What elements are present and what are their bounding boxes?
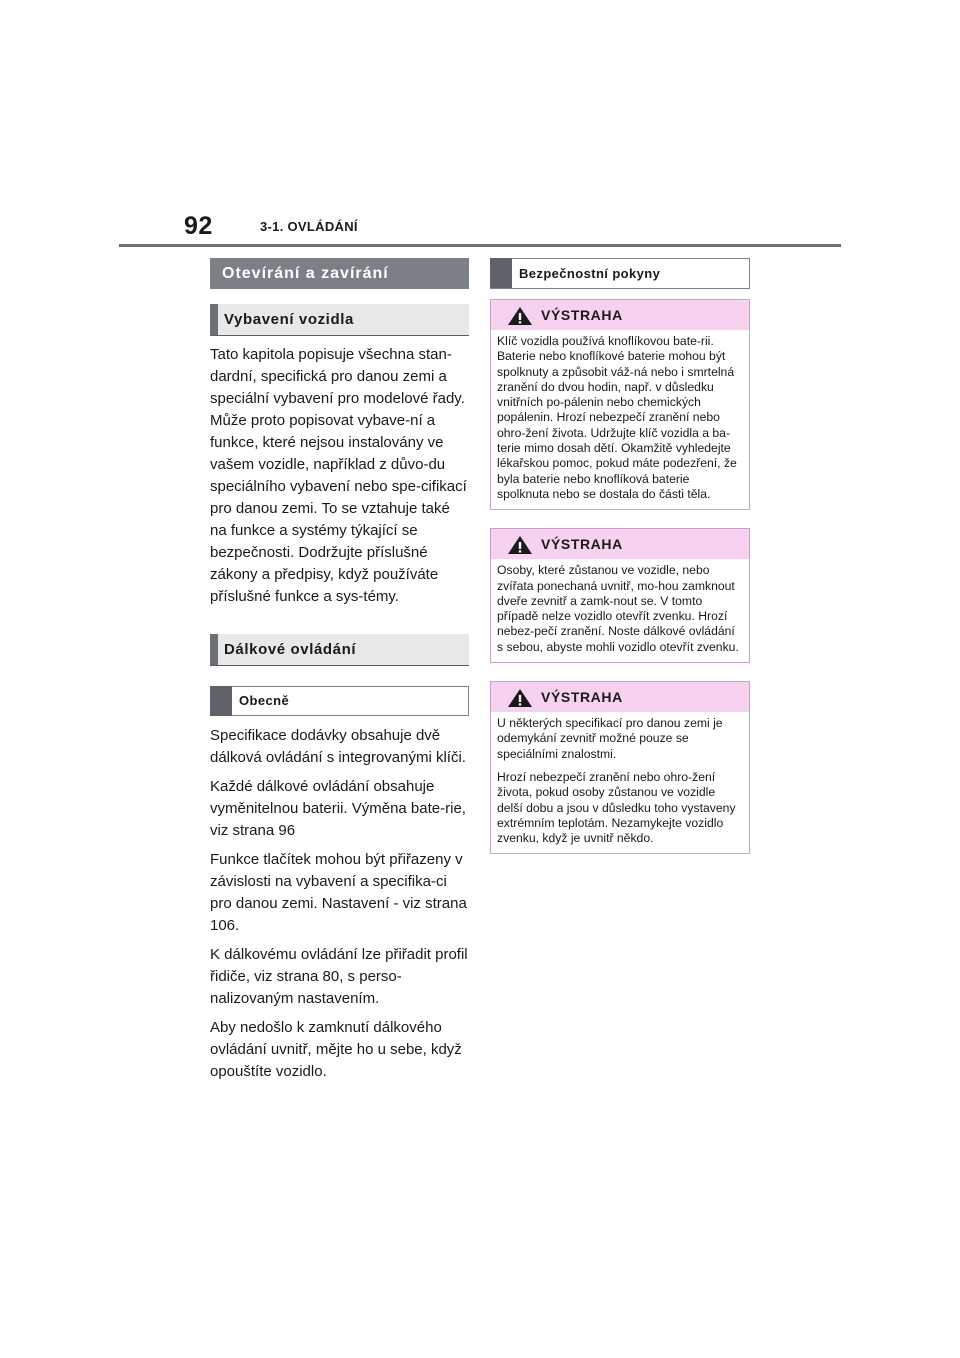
vybaveni-heading: Vybavení vozidla (210, 304, 469, 336)
paragraph: Specifikace dodávky obsahuje dvě dálková ovládání s integrovanými klíči. (210, 727, 466, 766)
warning-header: VÝSTRAHA (491, 300, 749, 330)
warning-text: Klíč vozidla používá knoflíkovou bate-rii. Baterie nebo knoflíkové baterie mohou být spolknuty a způsobit váž-ná nebo i smrtelná zranění do dvou hodin, např. v důsledku vnitřních po-pálenin nebo chemických popálenin. Hrozí nebezpečí zranění nebo ohro-žení života. Udržujte klíč vozidla a ba-terie mimo dosah dětí. Okamžitě vyhledejte lékařskou pomoc, pokud máte podezření, že byla baterie nebo knoflíková baterie spolknuta nebo se dostala do části těla. (497, 334, 737, 501)
left-column (210, 258, 469, 1083)
page-number: 92 (184, 212, 213, 240)
chapter-title: 3-1. OVLÁDÁNÍ (260, 219, 358, 234)
warning-box (490, 528, 750, 663)
warning-triangle-icon (507, 535, 533, 555)
paragraph: Aby nedošlo k zamknutí dálkového ovládání uvnitř, mějte ho u sebe, když opouštíte vozidlo. (210, 1019, 462, 1080)
warning-text: Osoby, které zůstanou ve vozidle, nebo zvířata ponechaná uvnitř, mo-hou zamknout dveře zevnitř a zamk-nout se. V tomto případě nelze vozidlo otevřít zvenku. Hrozí nebez-pečí zranění. Noste dálkové ovládání s sebou, abyste mohli vozidlo otevřít zvenku. (497, 563, 739, 654)
warning-box (490, 299, 750, 510)
warning-triangle-icon (507, 306, 533, 326)
right-column (490, 258, 750, 854)
dalkove-text (210, 725, 469, 1083)
vybaveni-text: Tato kapitola popisuje všechna stan-dardní, specifická pro danou zemi a speciální vybavení pro modelové řady. Může proto popisovat vybave-ní a funkce, které nejsou instalovány ve vašem vozidle, například z důvo-du speciálního vybavení nebo spe-cifikací pro danou zemi. To se vztahuje také na funkce a systémy týkající se bezpečnosti. Dodržujte příslušné zákony a předpisy, když používáte příslušné funkce a sys-témy. (210, 346, 467, 605)
warning-header: VÝSTRAHA (491, 682, 749, 712)
obecne-heading: Obecně (210, 686, 469, 716)
section-title: Otevírání a zavírání (210, 258, 469, 289)
header-divider (119, 244, 841, 247)
paragraph: K dálkovému ovládání lze přiřadit profil řidiče, viz strana 80, s perso-nalizovaným nastavením. (210, 946, 468, 1007)
paragraph: Funkce tlačítek mohou být přiřazeny v závislosti na vybavení a specifika-ci pro danou zemi. Nastavení - viz strana 106. (210, 851, 467, 934)
warning-header: VÝSTRAHA (491, 529, 749, 559)
warning-text: U některých specifikací pro danou zemi je odemykání zevnitř možné pouze se speciálními znalostmi. Hrozí nebezpečí zranění nebo ohro-žení života, pokud osoby zůstanou ve vozidle delší dobu a jsou v důsledku toho vystaveny extrémním teplotám. Nezamykejte vozidlo zvenku, když je uvnitř někdo. (497, 716, 736, 846)
warning-triangle-icon (507, 688, 533, 708)
paragraph: Každé dálkové ovládání obsahuje vyměnitelnou baterii. Výměna bate-rie, viz strana 96 (210, 778, 466, 839)
safety-heading: Bezpečnostní pokyny (490, 258, 750, 289)
dalkove-heading: Dálkové ovládání (210, 634, 469, 666)
warning-box (490, 681, 750, 854)
